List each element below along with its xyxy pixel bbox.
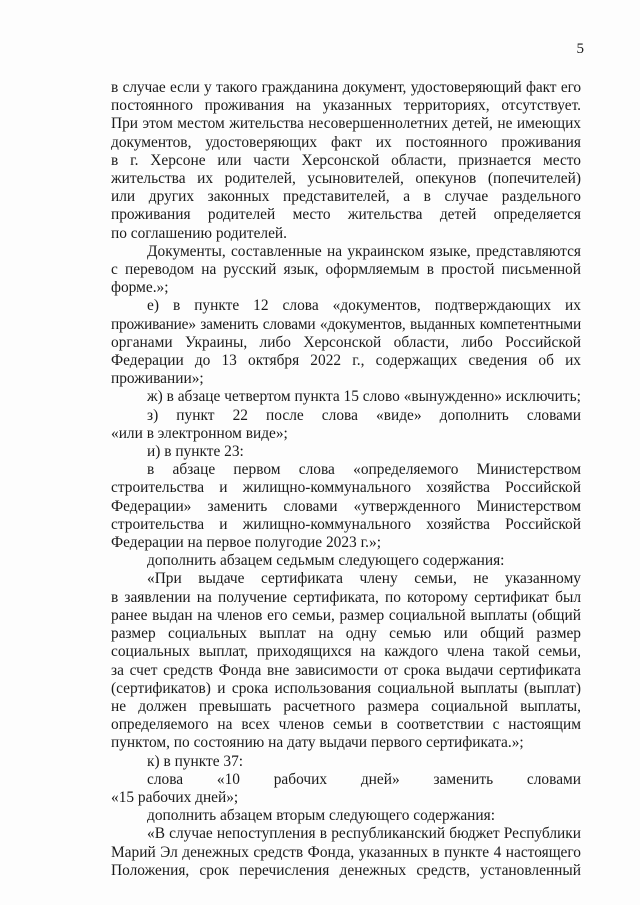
text-line: за счет средств Фонда вне зависимости от срока выдачи сертификата: [111, 661, 581, 679]
text-line: з) пункт 22 после слова «виде» дополнить словами: [147, 406, 581, 424]
page-number: 5: [576, 41, 584, 57]
text-line: «При выдаче сертификата члену семьи, не указанному: [147, 570, 581, 588]
document-body: [111, 79, 581, 880]
text-line: «В случае непоступления в республиканский бюджет Республики: [147, 825, 581, 843]
text-line: к) в пункте 37:: [147, 752, 244, 770]
text-line: в г. Херсоне или части Херсонской области, признается место: [111, 151, 581, 169]
text-line: проживание» заменить словами «документов, выданных компетентными: [111, 315, 581, 333]
text-line: постоянного проживания на указанных территориях, отсутствует.: [111, 97, 581, 115]
text-line: ранее выдан на членов его семьи, размер социальной выплаты (общий: [111, 606, 581, 624]
text-line: органами Украины, либо Херсонской области, либо Российской: [111, 333, 581, 351]
text-line: слова «10 рабочих дней» заменить словами: [147, 770, 581, 788]
text-line: Документы, составленные на украинском языке, представляются: [147, 242, 581, 260]
text-line: форме.»;: [111, 279, 169, 297]
text-line: проживания родителей место жительства детей определяется: [111, 206, 581, 224]
text-line: дополнить абзацем вторым следующего содержания:: [147, 807, 496, 825]
text-line: в абзаце первом слова «определяемого Министерством: [147, 461, 581, 479]
text-line: Федерации» заменить словами «утвержденного Министерством: [111, 497, 581, 515]
text-line: размер социальных выплат на одну семью или общий размер: [111, 625, 581, 643]
text-line: Федерации до 13 октября 2022 г., содержащих сведения об их: [111, 352, 581, 370]
text-line: в заявлении на получение сертификата, по которому сертификат был: [111, 588, 581, 606]
text-line: Марий Эл денежных средств Фонда, указанных в пункте 4 настоящего: [111, 843, 581, 861]
text-line: (сертификатов) и срока использования социальной выплаты (выплат): [111, 679, 581, 697]
text-line: или других законных представителей, а в случае раздельного: [111, 188, 581, 206]
text-line: и) в пункте 23:: [147, 443, 244, 461]
text-line: При этом местом жительства несовершеннолетних детей, не имеющих: [111, 115, 581, 133]
text-line: «или в электронном виде»;: [111, 424, 288, 442]
text-line: Федерации на первое полугодие 2023 г.»;: [111, 534, 381, 552]
text-line: определяемого на всех членов семьи в соответствии с настоящим: [111, 716, 581, 734]
text-line: не должен превышать расчетного размера социальной выплаты,: [111, 697, 581, 715]
text-line: «15 рабочих дней»;: [111, 788, 239, 806]
text-line: социальных выплат, приходящихся на каждого члена такой семьи,: [111, 643, 581, 661]
text-line: строительства и жилищно-коммунального хозяйства Российской: [111, 515, 581, 533]
text-line: проживании»;: [111, 370, 204, 388]
text-line: ж) в абзаце четвертом пункта 15 слово «вынужденно» исключить;: [147, 388, 581, 406]
text-line: Положения, срок перечисления денежных средств, установленный: [111, 861, 581, 879]
text-line: дополнить абзацем седьмым следующего содержания:: [147, 552, 505, 570]
text-line: по соглашению родителей.: [111, 224, 288, 242]
text-line: пунктом, по состоянию на дату выдачи первого сертификата.»;: [111, 734, 524, 752]
text-line: е) в пункте 12 слова «документов, подтверждающих их: [147, 297, 581, 315]
text-line: жительства их родителей, усыновителей, опекунов (попечителей): [111, 170, 581, 188]
text-line: с переводом на русский язык, оформляемым в простой письменной: [111, 261, 581, 279]
text-line: документов, удостоверяющих факт их постоянного проживания: [111, 133, 581, 151]
text-line: в случае если у такого гражданина документ, удостоверяющий факт его: [111, 79, 581, 96]
text-line: строительства и жилищно-коммунального хозяйства Российской: [111, 479, 581, 497]
